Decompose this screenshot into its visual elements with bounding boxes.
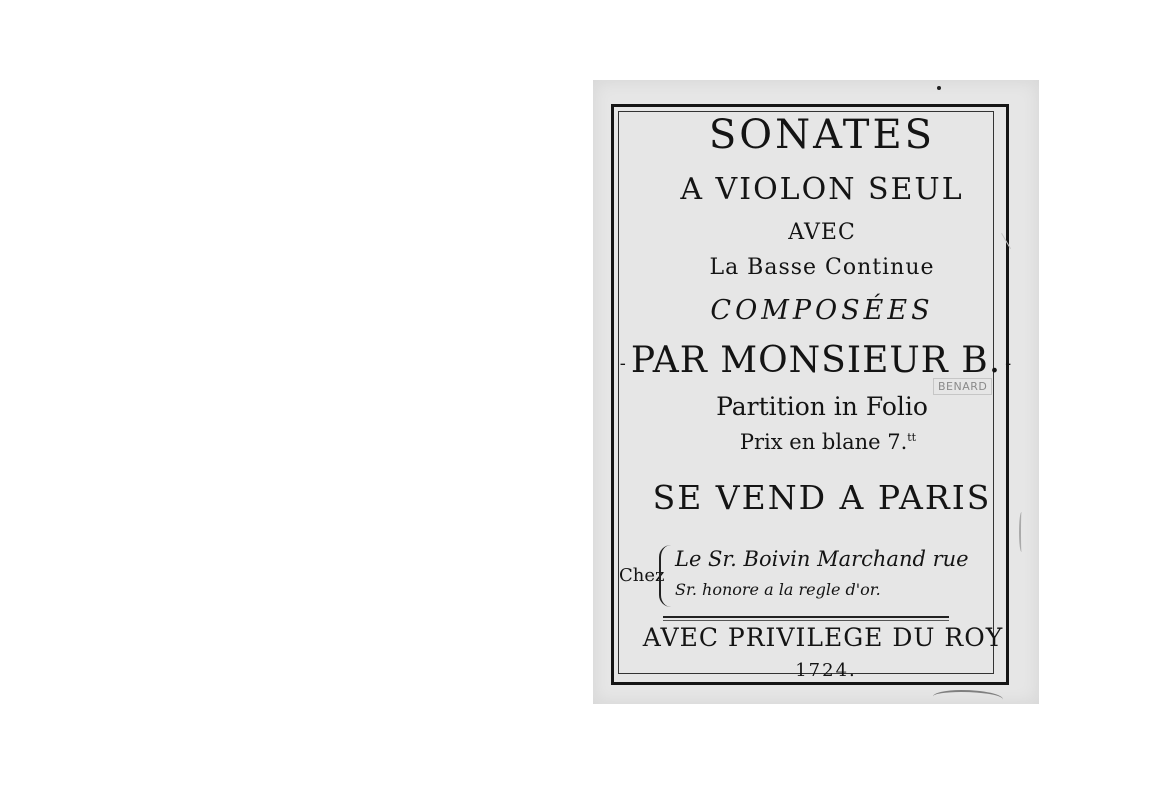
- price-line: [593, 430, 1039, 454]
- chez-label: Chez: [619, 565, 665, 586]
- curly-brace: [659, 545, 671, 607]
- text-avec: AVEC: [788, 220, 856, 245]
- text-privilege: AVEC PRIVILEGE DU ROY: [642, 623, 1004, 652]
- seller-line-1: Le Sr. Boivin Marchand rue: [675, 547, 969, 571]
- text-partition: Partition in Folio: [716, 392, 928, 421]
- text-se-vend-a-paris: SE VEND A PARIS: [652, 478, 992, 517]
- price-text: Prix en blane 7.: [739, 430, 908, 454]
- divider-rule: [663, 616, 949, 618]
- author-text: PAR MONSIEUR B.: [630, 340, 1002, 381]
- corner-signature-scribble: [933, 690, 1003, 706]
- seller-line-2: Sr. honore a la regle d'or.: [675, 580, 881, 599]
- text-year: 1724.: [795, 660, 857, 681]
- author-line: [593, 340, 1039, 381]
- paper-edge-mark: [1019, 512, 1024, 552]
- ink-dot: [937, 86, 941, 90]
- ornament-dash-left: -: [619, 352, 627, 374]
- price-unit: tt: [907, 431, 917, 444]
- subtitle-violon-seul: A VIOLON SEUL: [680, 172, 964, 207]
- divider-rule-thin: [663, 620, 949, 621]
- scanned-title-page: [593, 80, 1039, 704]
- text-basse-continue: La Basse Continue: [709, 255, 935, 280]
- text-composees: COMPOSÉES: [710, 295, 934, 326]
- library-stamp: BENARD: [933, 378, 992, 395]
- ornament-dash-right: -: [1005, 352, 1013, 374]
- title-sonates: SONATES: [708, 112, 936, 158]
